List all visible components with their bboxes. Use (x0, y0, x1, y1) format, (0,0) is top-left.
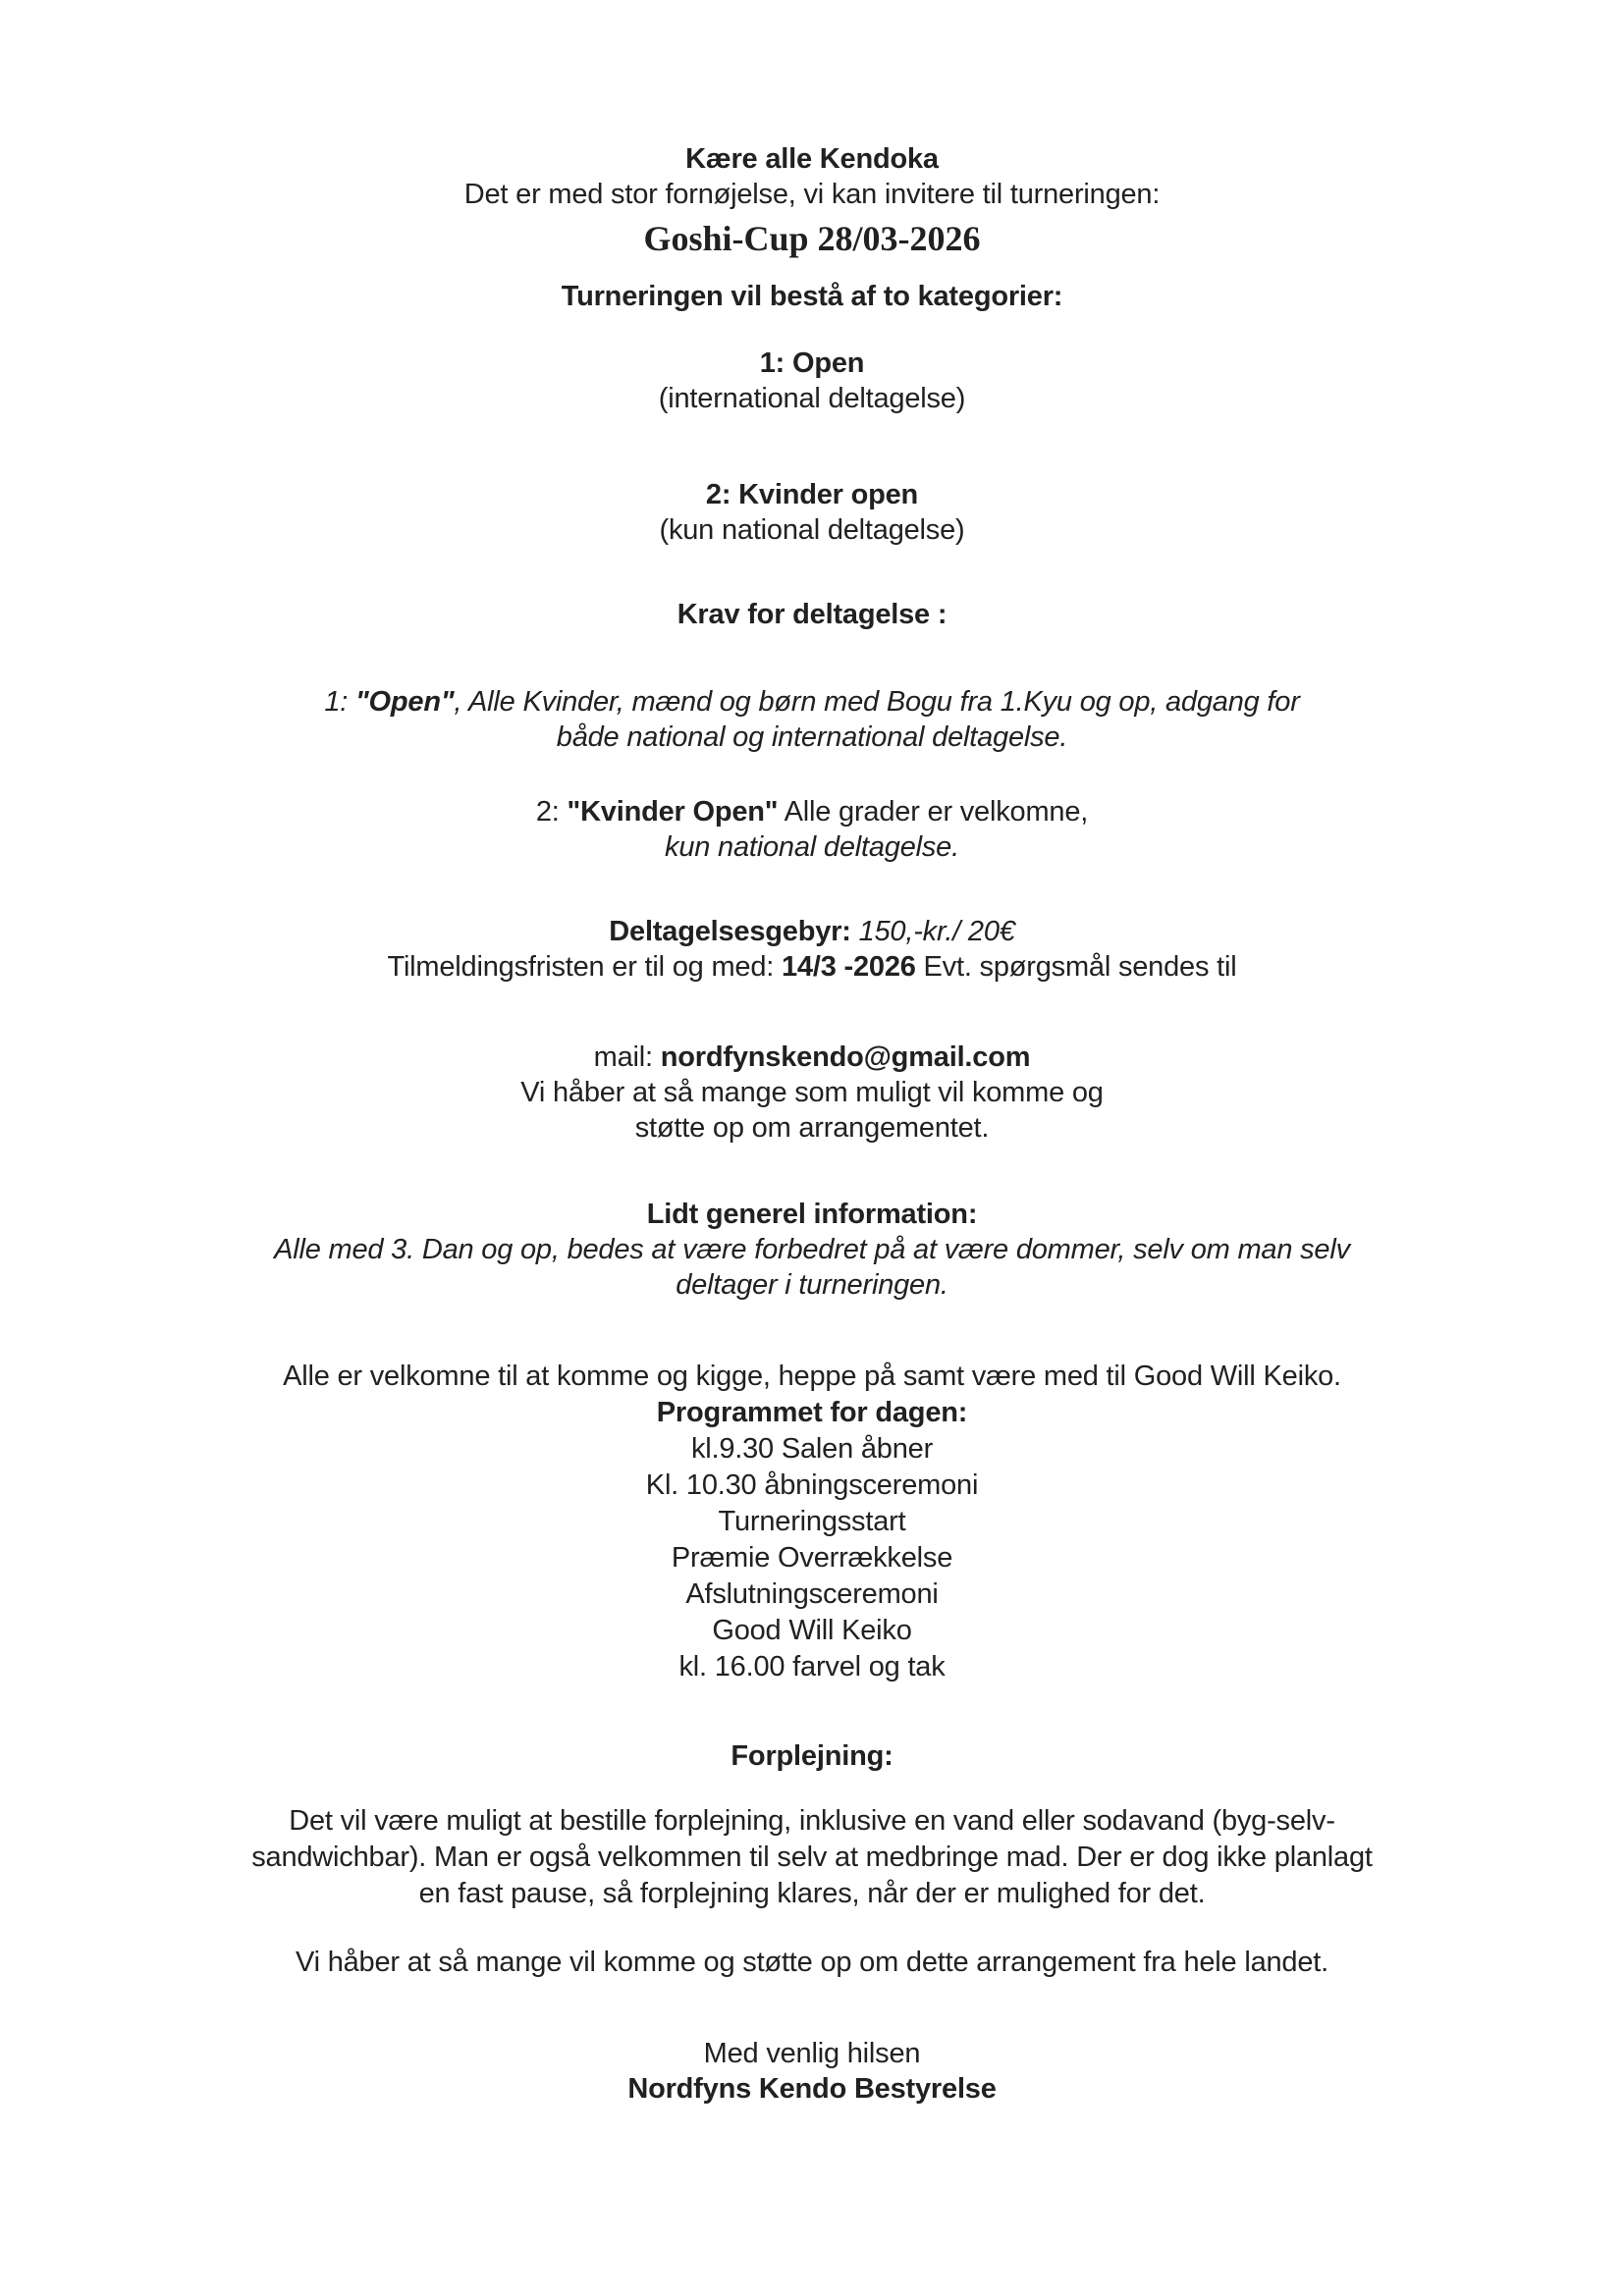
event-title: Goshi-Cup 28/03-2026 (643, 219, 981, 258)
signoff: Med venlig hilsen (703, 2038, 921, 2069)
program-block (0, 1359, 1624, 1685)
program-item: Good Will Keiko (712, 1615, 912, 1646)
requirement-2-line2: kun national deltagelse. (665, 831, 959, 863)
deadline-prefix: Tilmeldingsfristen er til og med: (387, 951, 782, 983)
requirement-2-bold: "Kvinder Open" (567, 796, 779, 828)
requirement-2-prefix: 2: (535, 796, 568, 828)
deadline-line (0, 949, 1624, 985)
mail-label: mail: (593, 1041, 661, 1073)
greeting-block (0, 141, 1624, 212)
category-2-note: (kun national deltagelse) (659, 514, 965, 546)
category-1-block (0, 346, 1624, 416)
fee-line (0, 914, 1624, 949)
categories-heading: Turneringen vil bestå af to kategorier: (561, 281, 1063, 312)
catering-line-3: en fast pause, så forplejning klares, når der er mulighed for det. (418, 1878, 1206, 1909)
program-item: Afslutningsceremoni (685, 1578, 939, 1610)
fee-label: Deltagelsesgebyr: (609, 916, 859, 947)
requirement-2-block (0, 794, 1624, 865)
deadline-suffix: Evt. spørgsmål sendes til (915, 951, 1237, 983)
info-line-1: Alle med 3. Dan og op, bedes at være forbedret på at være dommer, selv om man selv (274, 1234, 1350, 1265)
requirement-1-block (0, 684, 1624, 755)
category-1-note: (international deltagelse) (658, 383, 966, 414)
program-heading: Programmet for dagen: (656, 1397, 968, 1428)
welcome-line: Alle er velkomne til at komme og kigge, heppe på samt være med til Good Will Keiko. (283, 1361, 1341, 1392)
mail-line (0, 1040, 1624, 1075)
program-item: kl. 16.00 farvel og tak (678, 1651, 946, 1682)
category-2-block (0, 477, 1624, 548)
catering-block (0, 1803, 1624, 1912)
info-heading: Lidt generel information: (646, 1199, 978, 1230)
requirements-heading: Krav for deltagelse : (677, 599, 947, 630)
requirement-1-line1 (0, 684, 1624, 720)
signature: Nordfyns Kendo Bestyrelse (627, 2073, 997, 2105)
requirement-1-line2: både national og international deltagelse. (556, 721, 1068, 753)
fee-value: 150,-kr./ 20€ (858, 916, 1015, 947)
deadline-date: 14/3 -2026 (782, 951, 916, 983)
category-1-name: 1: Open (759, 347, 865, 379)
program-item: Turneringsstart (718, 1506, 906, 1537)
requirement-2-line1 (0, 794, 1624, 829)
hope-line-1: Vi håber at så mange som muligt vil komme og (520, 1077, 1104, 1108)
greeting: Kære alle Kendoka (685, 143, 939, 175)
category-2-name: 2: Kvinder open (705, 479, 919, 510)
closing-line: Vi håber at så mange vil komme og støtte op om dette arrangement fra hele landet. (295, 1947, 1328, 1978)
requirement-1-suffix: , Alle Kvinder, mænd og børn med Bogu fra 1.Kyu og op, adgang for (454, 686, 1300, 718)
general-info-block (0, 1197, 1624, 1303)
requirement-1-bold: "Open" (354, 686, 455, 718)
requirement-1-prefix: 1: (324, 686, 355, 718)
catering-line-1: Det vil være muligt at bestille forplejning, inklusive en vand eller sodavand (byg-selv- (289, 1805, 1335, 1837)
program-item: kl.9.30 Salen åbner (690, 1433, 934, 1465)
signature-block (0, 2036, 1624, 2107)
mail-address: nordfynskendo@gmail.com (660, 1041, 1031, 1073)
info-line-2: deltager i turneringen. (676, 1269, 948, 1301)
intro-line: Det er med stor fornøjelse, vi kan invitere til turneringen: (463, 179, 1161, 210)
fee-deadline-block (0, 914, 1624, 985)
requirement-2-suffix: Alle grader er velkomne, (778, 796, 1089, 828)
program-item: Kl. 10.30 åbningsceremoni (645, 1469, 979, 1501)
contact-block (0, 1040, 1624, 1146)
hope-line-2: støtte op om arrangementet. (634, 1112, 990, 1144)
catering-line-2: sandwichbar). Man er også velkommen til selv at medbringe mad. Der er dog ikke planlagt (251, 1842, 1373, 1873)
catering-heading: Forplejning: (731, 1740, 893, 1772)
program-item: Præmie Overrækkelse (671, 1542, 953, 1574)
